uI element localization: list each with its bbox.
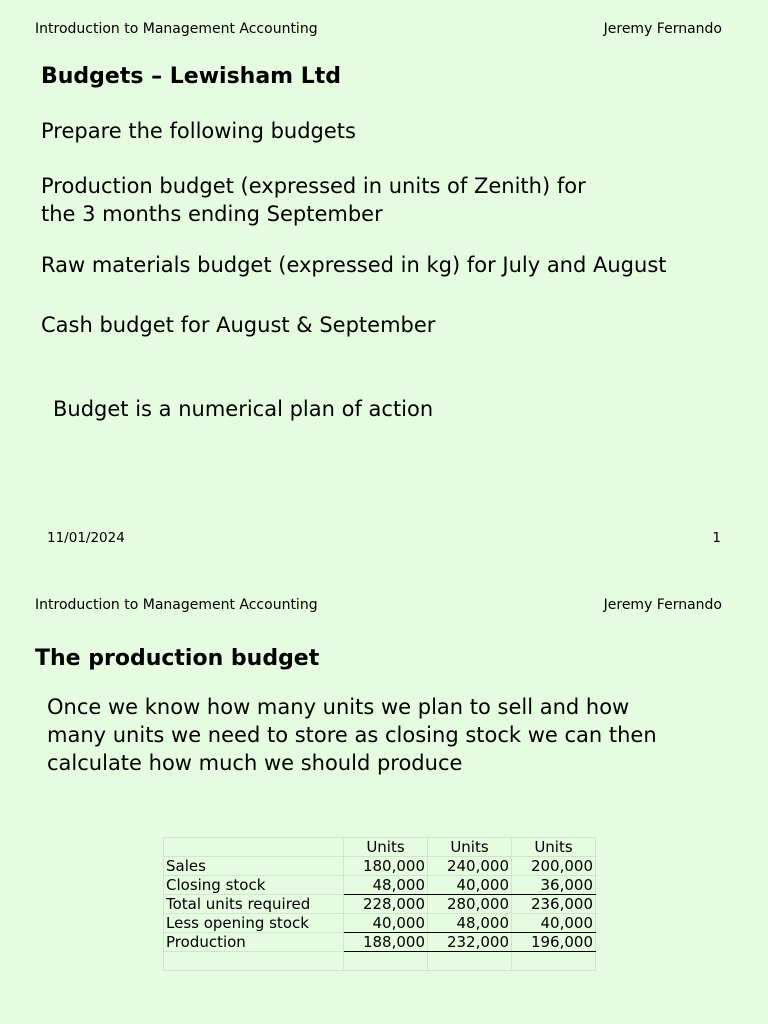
- table-header-blank: [164, 838, 344, 857]
- col-header: Units: [344, 838, 428, 857]
- empty-cell: [344, 952, 428, 971]
- slide1-item1-line2: the 3 months ending September: [41, 202, 383, 226]
- slide2-header-left: Introduction to Management Accounting: [35, 597, 318, 613]
- row-label: Total units required: [164, 895, 344, 914]
- cell-value: 40,000: [428, 876, 512, 895]
- table-row: [164, 895, 596, 914]
- row-label: Closing stock: [164, 876, 344, 895]
- slide1-intro: Prepare the following budgets: [41, 119, 356, 143]
- cell-value: 36,000: [512, 876, 596, 895]
- cell-value: 280,000: [428, 895, 512, 914]
- slide1-footer-page: 1: [712, 530, 721, 546]
- cell-value: 228,000: [344, 895, 428, 914]
- row-label: Less opening stock: [164, 914, 344, 933]
- table-row-empty: [164, 952, 596, 971]
- slide2-header-right: Jeremy Fernando: [603, 597, 722, 613]
- production-budget-table: [163, 837, 596, 971]
- empty-cell: [512, 952, 596, 971]
- empty-cell: [428, 952, 512, 971]
- cell-value: 40,000: [344, 914, 428, 933]
- table-row: [164, 857, 596, 876]
- col-header: Units: [428, 838, 512, 857]
- cell-value: 196,000: [512, 933, 596, 952]
- table-row: [164, 876, 596, 895]
- cell-value: 40,000: [512, 914, 596, 933]
- table-header-row: [164, 838, 596, 857]
- slide1-note: Budget is a numerical plan of action: [53, 397, 434, 421]
- cell-value: 188,000: [344, 933, 428, 952]
- row-label: Sales: [164, 857, 344, 876]
- cell-value: 48,000: [344, 876, 428, 895]
- cell-value: 200,000: [512, 857, 596, 876]
- slide2-para-line1: Once we know how many units we plan to sell and how: [47, 695, 630, 719]
- slide2-para-line2: many units we need to store as closing stock we can then: [47, 723, 657, 747]
- slide1-header-left: Introduction to Management Accounting: [35, 21, 318, 37]
- slide1-footer-date: 11/01/2024: [47, 530, 125, 546]
- slide1-item3: Cash budget for August & September: [41, 313, 436, 337]
- slide1-item2: Raw materials budget (expressed in kg) for July and August: [41, 253, 667, 277]
- cell-value: 236,000: [512, 895, 596, 914]
- slide2-para-line3: calculate how much we should produce: [47, 751, 463, 775]
- slide1-item1-line1: Production budget (expressed in units of Zenith) for: [41, 174, 586, 198]
- col-header: Units: [512, 838, 596, 857]
- empty-cell: [164, 952, 344, 971]
- cell-value: 48,000: [428, 914, 512, 933]
- cell-value: 232,000: [428, 933, 512, 952]
- slide2-title: The production budget: [35, 646, 320, 671]
- table-row: [164, 914, 596, 933]
- slide1-title: Budgets – Lewisham Ltd: [41, 64, 342, 89]
- slide1-header-right: Jeremy Fernando: [603, 21, 722, 37]
- cell-value: 240,000: [428, 857, 512, 876]
- cell-value: 180,000: [344, 857, 428, 876]
- row-label: Production: [164, 933, 344, 952]
- table-row: [164, 933, 596, 952]
